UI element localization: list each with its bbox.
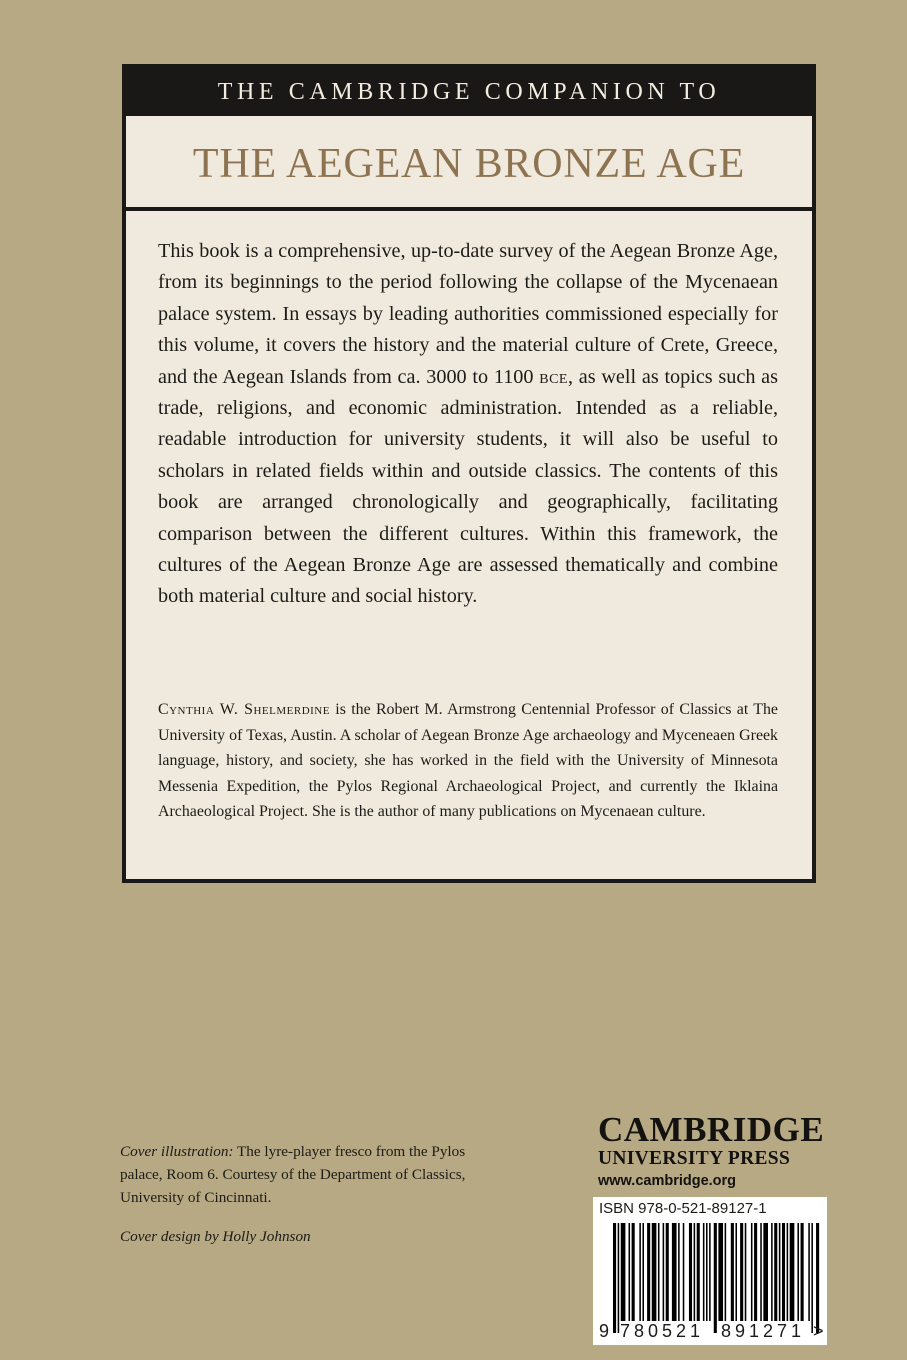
barcode-digit: 9 xyxy=(599,1321,610,1341)
barcode-digit: 8 xyxy=(634,1321,645,1341)
barcode-bar xyxy=(808,1223,810,1321)
barcode-bar xyxy=(751,1223,753,1321)
barcode-digit: 5 xyxy=(662,1321,673,1341)
publisher-logo xyxy=(598,1112,828,1192)
barcode-bar xyxy=(694,1223,696,1321)
barcode-bar xyxy=(740,1223,743,1321)
barcode-bar xyxy=(663,1223,665,1321)
barcode-digit: 7 xyxy=(620,1321,631,1341)
barcode-bar xyxy=(618,1223,620,1333)
barcode-bar xyxy=(683,1223,685,1321)
barcode-bar xyxy=(703,1223,705,1321)
description-panel xyxy=(122,64,816,883)
barcode-bar xyxy=(718,1223,723,1321)
barcode-bar xyxy=(801,1223,804,1321)
isbn-barcode xyxy=(593,1197,827,1345)
barcode-digit: 8 xyxy=(721,1321,732,1341)
barcode-bar xyxy=(763,1223,768,1321)
author-bio: Cynthia W. Shelmerdine is the Robert M. Armstrong Centennial Professor of Classics at The University of Texas, Austin. A scholar of Aegean Bronze Age archaeology and Myceneaen Greek language, history, and society, she has worked in the field with the University of Minnesota Messenia Expedition, the Pylos Regional Archaeological Project, and currently the Iklaina Archaeological Project. She is the author of many publications on Mycenaean culture. xyxy=(158,701,778,820)
barcode-digit: 9 xyxy=(735,1321,746,1341)
barcode-bar xyxy=(639,1223,641,1321)
barcode-bar xyxy=(697,1223,700,1321)
barcode-bar xyxy=(621,1223,626,1321)
barcode-bar xyxy=(754,1223,757,1321)
book-description: This book is a comprehensive, up-to-date survey of the Aegean Bronze Age, from its beginnings to the period following the collapse of the Mycenaean palace system. In essays by leading authorities commissioned especially for this volume, it covers the history and the material culture of Crete, Greece, and the Aegean Islands from ca. 3000 to 1100 bce, as well as topics such as trade, religions, and economic administration. Intended as a reliable, readable introduction for university students, it will also be useful to scholars in related fields within and outside classics. The contents of this book are arranged chronologically and geographically, facilitating comparison between the different cultures. Within this framework, the cultures of the Aegean Bronze Age are assessed thematically and combine both material culture and social history. xyxy=(158,240,778,608)
barcode-bar xyxy=(745,1223,747,1321)
publisher-url: www.cambridge.org xyxy=(598,1173,737,1189)
barcode-bar xyxy=(731,1223,734,1321)
barcode-bar xyxy=(760,1223,762,1321)
author-name: Cynthia W. Shelmerdine xyxy=(158,701,330,718)
barcode-bar xyxy=(725,1223,727,1321)
book-title: THE AEGEAN BRONZE AGE xyxy=(192,141,746,187)
barcode-digit: 7 xyxy=(777,1321,788,1341)
barcode-marker: > xyxy=(813,1321,824,1341)
barcode-bar xyxy=(790,1223,795,1321)
barcode-bar xyxy=(647,1223,650,1321)
barcode-bar xyxy=(735,1223,737,1321)
barcode-bar xyxy=(771,1223,773,1321)
barcode-bar xyxy=(706,1223,708,1321)
barcode-digit: 0 xyxy=(648,1321,659,1341)
barcode-bar xyxy=(811,1223,813,1333)
barcode-bar xyxy=(782,1223,785,1321)
barcode-bar xyxy=(816,1223,819,1333)
barcode-bar xyxy=(689,1223,692,1321)
barcode-digit: 1 xyxy=(749,1321,760,1341)
barcode-digit: 1 xyxy=(791,1321,802,1341)
series-title: THE CAMBRIDGE COMPANION TO xyxy=(126,68,812,116)
barcode-bar xyxy=(714,1223,717,1333)
isbn-label: ISBN 978-0-521-89127-1 xyxy=(599,1200,767,1217)
barcode-bar xyxy=(658,1223,660,1321)
barcode-digit: 2 xyxy=(763,1321,774,1341)
barcode-bar xyxy=(632,1223,635,1321)
barcode-bar xyxy=(797,1223,799,1321)
barcode-bar xyxy=(709,1223,711,1321)
barcode-bar xyxy=(774,1223,777,1321)
barcode-bar xyxy=(652,1223,657,1321)
publisher-name: CAMBRIDGE xyxy=(598,1110,825,1149)
barcode-digit: 2 xyxy=(676,1321,687,1341)
publisher-subtitle: UNIVERSITY PRESS xyxy=(598,1148,791,1169)
barcode-bar xyxy=(613,1223,616,1333)
cover-illustration-credit: Cover illustration: The lyre-player fresco from the Pylos palace, Room 6. Courtesy of the Department of Classics, University of Cincinnati. xyxy=(120,1143,466,1206)
barcode-bar xyxy=(779,1223,781,1321)
cover-design-credit: Cover design by Holly Johnson xyxy=(120,1228,311,1245)
title-divider xyxy=(126,207,812,211)
barcode-bar xyxy=(787,1223,789,1321)
barcode-bar xyxy=(678,1223,680,1321)
barcode-bar xyxy=(642,1223,644,1321)
barcode-bar xyxy=(666,1223,669,1321)
barcode-bar xyxy=(629,1223,631,1321)
era-abbreviation: bce xyxy=(539,365,568,388)
barcode-bar xyxy=(672,1223,677,1321)
barcode-digit: 1 xyxy=(690,1321,701,1341)
